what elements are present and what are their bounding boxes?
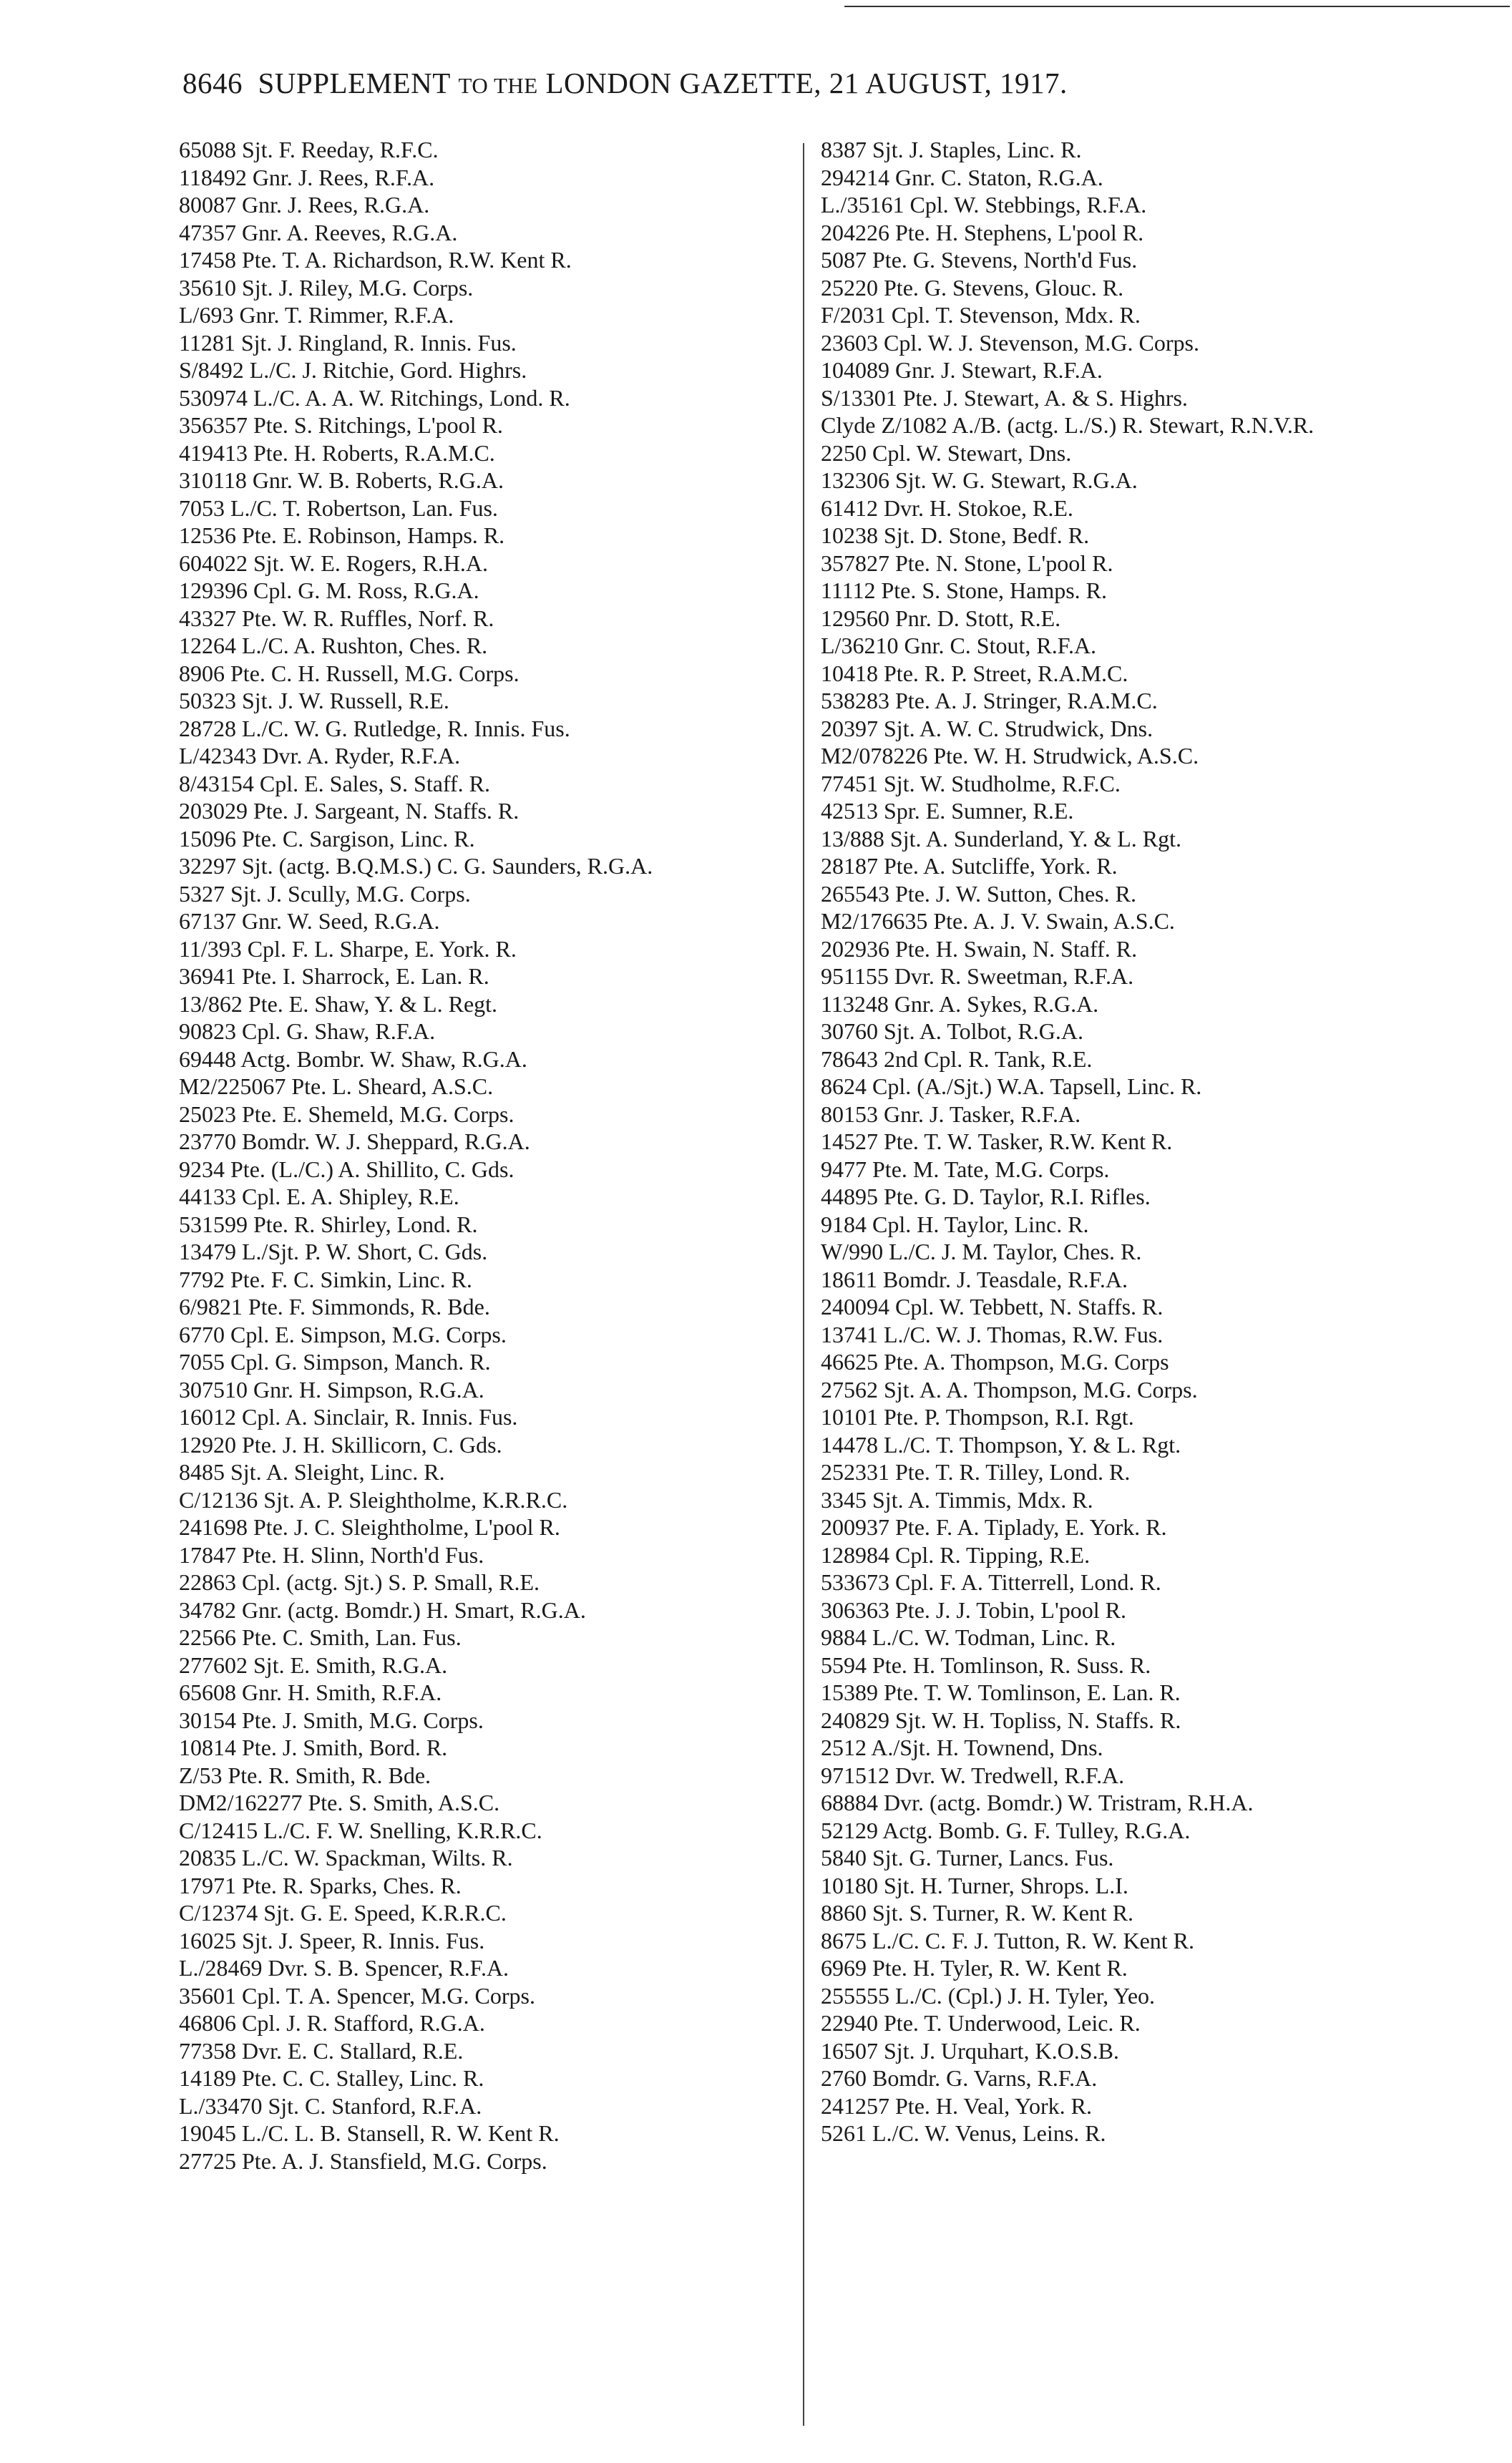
title-gazette-date: LONDON GAZETTE, 21 AUGUST, 1917. [545, 67, 1068, 99]
list-item: 65608 Gnr. H. Smith, R.F.A. [179, 1679, 442, 1705]
list-item: 22863 Cpl. (actg. Sjt.) S. P. Small, R.E. [179, 1569, 540, 1595]
list-item: L/36210 Gnr. C. Stout, R.F.A. [821, 633, 1097, 658]
list-item: 34782 Gnr. (actg. Bomdr.) H. Smart, R.G.A. [179, 1596, 586, 1623]
list-item: 13479 L./Sjt. P. W. Short, C. Gds. [179, 1239, 488, 1264]
list-item: 67137 Gnr. W. Seed, R.G.A. [179, 908, 440, 934]
list-item: 10101 Pte. P. Thompson, R.I. Rgt. [821, 1404, 1134, 1430]
list-item: 294214 Gnr. C. Staton, R.G.A. [821, 164, 1103, 190]
list-item: L./28469 Dvr. S. B. Spencer, R.F.A. [179, 1955, 509, 1981]
list-item: F/2031 Cpl. T. Stevenson, Mdx. R. [821, 302, 1141, 328]
list-item: 22566 Pte. C. Smith, Lan. Fus. [179, 1624, 462, 1650]
list-item: 7055 Cpl. G. Simpson, Manch. R. [179, 1349, 491, 1375]
list-item: 20397 Sjt. A. W. C. Strudwick, Dns. [821, 715, 1153, 741]
left-column [179, 136, 791, 2175]
list-item: 5327 Sjt. J. Scully, M.G. Corps. [179, 880, 471, 907]
list-item: 531599 Pte. R. Shirley, Lond. R. [179, 1211, 478, 1237]
list-item: 22940 Pte. T. Underwood, Leic. R. [821, 2010, 1141, 2036]
page-header [182, 66, 1068, 100]
list-item: 252331 Pte. T. R. Tilley, Lond. R. [821, 1459, 1131, 1485]
list-item: 16012 Cpl. A. Sinclair, R. Innis. Fus. [179, 1404, 518, 1430]
list-item: 129560 Pnr. D. Stott, R.E. [821, 605, 1061, 631]
page-number: 8646 [182, 67, 243, 99]
list-item: 240094 Cpl. W. Tebbett, N. Staffs. R. [821, 1294, 1164, 1320]
list-item: 23603 Cpl. W. J. Stevenson, M.G. Corps. [821, 329, 1199, 356]
list-item: 14478 L./C. T. Thompson, Y. & L. Rgt. [821, 1431, 1181, 1458]
list-item: 10180 Sjt. H. Turner, Shrops. L.I. [821, 1872, 1128, 1898]
title-supplement: SUPPLEMENT [258, 67, 451, 99]
list-item: 128984 Cpl. R. Tipping, R.E. [821, 1541, 1091, 1568]
list-item: 307510 Gnr. H. Simpson, R.G.A. [179, 1376, 484, 1403]
list-item: 30760 Sjt. A. Tolbot, R.G.A. [821, 1018, 1083, 1044]
list-item: 971512 Dvr. W. Tredwell, R.F.A. [821, 1762, 1125, 1788]
list-item: 68884 Dvr. (actg. Bomdr.) W. Tristram, R.H.A. [821, 1790, 1254, 1815]
list-item: C/12415 L./C. F. W. Snelling, K.R.R.C. [179, 1817, 542, 1843]
list-item: 306363 Pte. J. J. Tobin, L'pool R. [821, 1596, 1126, 1623]
list-item: 30154 Pte. J. Smith, M.G. Corps. [179, 1707, 484, 1733]
list-item: 5261 L./C. W. Venus, Leins. R. [821, 2120, 1106, 2146]
list-item: C/12374 Sjt. G. E. Speed, K.R.R.C. [179, 1900, 507, 1926]
list-item: 2512 A./Sjt. H. Townend, Dns. [821, 1735, 1103, 1760]
list-item: L/693 Gnr. T. Rimmer, R.F.A. [179, 302, 454, 328]
list-item: Clyde Z/1082 A./B. (actg. L./S.) R. Stewart, R.N.V.R. [821, 412, 1315, 438]
list-item: 9184 Cpl. H. Taylor, Linc. R. [821, 1211, 1089, 1237]
list-item: 11/393 Cpl. F. L. Sharpe, E. York. R. [179, 935, 517, 962]
list-item: 12536 Pte. E. Robinson, Hamps. R. [179, 522, 505, 548]
list-item: 61412 Dvr. H. Stokoe, R.E. [821, 494, 1073, 521]
list-item: 8860 Sjt. S. Turner, R. W. Kent R. [821, 1900, 1134, 1926]
list-item: 77451 Sjt. W. Studholme, R.F.C. [821, 770, 1121, 796]
list-item: 8675 L./C. C. F. J. Tutton, R. W. Kent R. [821, 1927, 1195, 1954]
list-item: 25023 Pte. E. Shemeld, M.G. Corps. [179, 1101, 514, 1127]
list-item: 35601 Cpl. T. A. Spencer, M.G. Corps. [179, 1982, 535, 2009]
list-item: S/13301 Pte. J. Stewart, A. & S. Highrs. [821, 384, 1188, 411]
list-item: 9477 Pte. M. Tate, M.G. Corps. [821, 1156, 1110, 1182]
list-item: 14527 Pte. T. W. Tasker, R.W. Kent R. [821, 1128, 1173, 1154]
list-item: 20835 L./C. W. Spackman, Wilts. R. [179, 1845, 513, 1871]
list-item: 80153 Gnr. J. Tasker, R.F.A. [821, 1101, 1081, 1127]
list-item: 52129 Actg. Bomb. G. F. Tulley, R.G.A. [821, 1817, 1191, 1843]
right-column [821, 136, 1436, 2147]
list-item: 35610 Sjt. J. Riley, M.G. Corps. [179, 274, 474, 301]
list-item: 2760 Bomdr. G. Varns, R.F.A. [821, 2065, 1098, 2091]
list-item: 12920 Pte. J. H. Skillicorn, C. Gds. [179, 1431, 502, 1458]
list-item: 8387 Sjt. J. Staples, Linc. R. [821, 137, 1082, 162]
list-item: 14189 Pte. C. C. Stalley, Linc. R. [179, 2065, 484, 2091]
list-item: 6/9821 Pte. F. Simmonds, R. Bde. [179, 1294, 490, 1320]
list-item: 9884 L./C. W. Todman, Linc. R. [821, 1624, 1116, 1650]
list-item: 44895 Pte. G. D. Taylor, R.I. Rifles. [821, 1184, 1151, 1209]
list-item: 419413 Pte. H. Roberts, R.A.M.C. [179, 439, 495, 466]
list-item: 80087 Gnr. J. Rees, R.G.A. [179, 192, 430, 218]
list-item: M2/176635 Pte. A. J. V. Swain, A.S.C. [821, 908, 1175, 934]
list-item: 18611 Bomdr. J. Teasdale, R.F.A. [821, 1266, 1128, 1292]
list-item: 10418 Pte. R. P. Street, R.A.M.C. [821, 660, 1128, 686]
list-item: DM2/162277 Pte. S. Smith, A.S.C. [179, 1790, 500, 1815]
list-item: L./35161 Cpl. W. Stebbings, R.F.A. [821, 192, 1147, 218]
list-item: 2250 Cpl. W. Stewart, Dns. [821, 439, 1072, 466]
list-item: 241257 Pte. H. Veal, York. R. [821, 2092, 1092, 2119]
column-divider [803, 143, 804, 2426]
list-item: 27725 Pte. A. J. Stansfield, M.G. Corps. [179, 2147, 547, 2174]
list-item: 90823 Cpl. G. Shaw, R.F.A. [179, 1018, 436, 1044]
list-item: 13/862 Pte. E. Shaw, Y. & L. Regt. [179, 990, 498, 1017]
list-item: 32297 Sjt. (actg. B.Q.M.S.) C. G. Saunders, R.G.A. [179, 853, 653, 879]
list-item: W/990 L./C. J. M. Taylor, Ches. R. [821, 1239, 1142, 1264]
list-item: 533673 Cpl. F. A. Titterrell, Lond. R. [821, 1569, 1161, 1595]
list-item: 25220 Pte. G. Stevens, Glouc. R. [821, 274, 1124, 301]
list-item: 12264 L./C. A. Rushton, Ches. R. [179, 633, 488, 658]
list-item: 5594 Pte. H. Tomlinson, R. Suss. R. [821, 1652, 1151, 1678]
list-item: 203029 Pte. J. Sargeant, N. Staffs. R. [179, 798, 520, 824]
list-item: 78643 2nd Cpl. R. Tank, R.E. [821, 1045, 1093, 1072]
list-item: 265543 Pte. J. W. Sutton, Ches. R. [821, 880, 1136, 907]
list-item: 19045 L./C. L. B. Stansell, R. W. Kent R. [179, 2120, 560, 2146]
list-item: 13741 L./C. W. J. Thomas, R.W. Fus. [821, 1321, 1164, 1347]
list-item: 36941 Pte. I. Sharrock, E. Lan. R. [179, 963, 489, 989]
list-item: 3345 Sjt. A. Timmis, Mdx. R. [821, 1486, 1093, 1513]
list-item: 9234 Pte. (L./C.) A. Shillito, C. Gds. [179, 1156, 514, 1182]
list-item: 5087 Pte. G. Stevens, North'd Fus. [821, 247, 1138, 273]
list-item: 255555 L./C. (Cpl.) J. H. Tyler, Yeo. [821, 1982, 1156, 2009]
list-item: 310118 Gnr. W. B. Roberts, R.G.A. [179, 467, 504, 493]
list-item: 113248 Gnr. A. Sykes, R.G.A. [821, 990, 1099, 1017]
list-item: 8906 Pte. C. H. Russell, M.G. Corps. [179, 660, 520, 686]
list-item: 132306 Sjt. W. G. Stewart, R.G.A. [821, 467, 1138, 493]
list-item: 530974 L./C. A. A. W. Ritchings, Lond. R. [179, 384, 570, 411]
list-item: 10238 Sjt. D. Stone, Bedf. R. [821, 522, 1090, 548]
list-item: 10814 Pte. J. Smith, Bord. R. [179, 1735, 448, 1760]
list-item: 43327 Pte. W. R. Ruffles, Norf. R. [179, 605, 494, 631]
list-item: 28728 L./C. W. G. Rutledge, R. Innis. Fus. [179, 715, 570, 741]
list-item: 538283 Pte. A. J. Stringer, R.A.M.C. [821, 688, 1158, 713]
list-item: 200937 Pte. F. A. Tiplady, E. York. R. [821, 1514, 1167, 1540]
list-item: 50323 Sjt. J. W. Russell, R.E. [179, 688, 449, 713]
list-item: 604022 Sjt. W. E. Rogers, R.H.A. [179, 550, 489, 576]
list-item: M2/225067 Pte. L. Sheard, A.S.C. [179, 1073, 494, 1099]
list-item: 7053 L./C. T. Robertson, Lan. Fus. [179, 494, 498, 521]
list-item: M2/078226 Pte. W. H. Strudwick, A.S.C. [821, 743, 1199, 769]
list-item: 15389 Pte. T. W. Tomlinson, E. Lan. R. [821, 1679, 1181, 1705]
top-rule [844, 6, 1510, 7]
list-item: L/42343 Dvr. A. Ryder, R.F.A. [179, 743, 461, 769]
list-item: 240829 Sjt. W. H. Topliss, N. Staffs. R. [821, 1707, 1181, 1733]
list-item: 23770 Bomdr. W. J. Sheppard, R.G.A. [179, 1128, 530, 1154]
list-item: 6770 Cpl. E. Simpson, M.G. Corps. [179, 1321, 507, 1347]
list-item: 44133 Cpl. E. A. Shipley, R.E. [179, 1184, 459, 1209]
list-item: 69448 Actg. Bombr. W. Shaw, R.G.A. [179, 1045, 527, 1072]
list-item: 17847 Pte. H. Slinn, North'd Fus. [179, 1541, 484, 1568]
list-item: 27562 Sjt. A. A. Thompson, M.G. Corps. [821, 1376, 1198, 1403]
list-item: 8624 Cpl. (A./Sjt.) W.A. Tapsell, Linc. R. [821, 1073, 1202, 1099]
list-item: 356357 Pte. S. Ritchings, L'pool R. [179, 412, 503, 438]
list-item: 11112 Pte. S. Stone, Hamps. R. [821, 577, 1108, 603]
list-item: 202936 Pte. H. Swain, N. Staff. R. [821, 935, 1138, 962]
list-item: L./33470 Sjt. C. Stanford, R.F.A. [179, 2092, 482, 2119]
list-item: 241698 Pte. J. C. Sleightholme, L'pool R. [179, 1514, 560, 1540]
list-item: 8/43154 Cpl. E. Sales, S. Staff. R. [179, 770, 490, 796]
list-item: C/12136 Sjt. A. P. Sleightholme, K.R.R.C. [179, 1486, 568, 1513]
list-item: 46625 Pte. A. Thompson, M.G. Corps [821, 1349, 1169, 1375]
list-item: 15096 Pte. C. Sargison, Linc. R. [179, 825, 475, 852]
list-item: 47357 Gnr. A. Reeves, R.G.A. [179, 219, 458, 245]
list-item: 8485 Sjt. A. Sleight, Linc. R. [179, 1459, 445, 1485]
list-item: 7792 Pte. F. C. Simkin, Linc. R. [179, 1266, 472, 1292]
list-item: 17971 Pte. R. Sparks, Ches. R. [179, 1872, 462, 1898]
list-item: 46806 Cpl. J. R. Stafford, R.G.A. [179, 2010, 485, 2036]
list-item: 16507 Sjt. J. Urquhart, K.O.S.B. [821, 2037, 1119, 2064]
list-item: 951155 Dvr. R. Sweetman, R.F.A. [821, 963, 1134, 989]
list-item: 42513 Spr. E. Sumner, R.E. [821, 798, 1074, 824]
list-item: Z/53 Pte. R. Smith, R. Bde. [179, 1762, 431, 1788]
list-item: 65088 Sjt. F. Reeday, R.F.C. [179, 137, 439, 162]
list-item: 118492 Gnr. J. Rees, R.F.A. [179, 164, 435, 190]
list-item: 5840 Sjt. G. Turner, Lancs. Fus. [821, 1845, 1114, 1871]
list-item: 277602 Sjt. E. Smith, R.G.A. [179, 1652, 448, 1678]
list-item: 77358 Dvr. E. C. Stallard, R.E. [179, 2037, 464, 2064]
list-item: 6969 Pte. H. Tyler, R. W. Kent R. [821, 1955, 1128, 1981]
list-item: 204226 Pte. H. Stephens, L'pool R. [821, 219, 1144, 245]
list-item: 13/888 Sjt. A. Sunderland, Y. & L. Rgt. [821, 825, 1182, 852]
list-item: 357827 Pte. N. Stone, L'pool R. [821, 550, 1113, 576]
list-item: 129396 Cpl. G. M. Ross, R.G.A. [179, 577, 479, 603]
list-item: 17458 Pte. T. A. Richardson, R.W. Kent R. [179, 247, 572, 273]
list-item: 11281 Sjt. J. Ringland, R. Innis. Fus. [179, 329, 517, 356]
list-item: 28187 Pte. A. Sutcliffe, York. R. [821, 853, 1118, 879]
list-item: 16025 Sjt. J. Speer, R. Innis. Fus. [179, 1927, 485, 1954]
list-item: S/8492 L./C. J. Ritchie, Gord. Highrs. [179, 357, 527, 383]
title-to-the: TO THE [458, 73, 538, 98]
list-item: 104089 Gnr. J. Stewart, R.F.A. [821, 357, 1103, 383]
